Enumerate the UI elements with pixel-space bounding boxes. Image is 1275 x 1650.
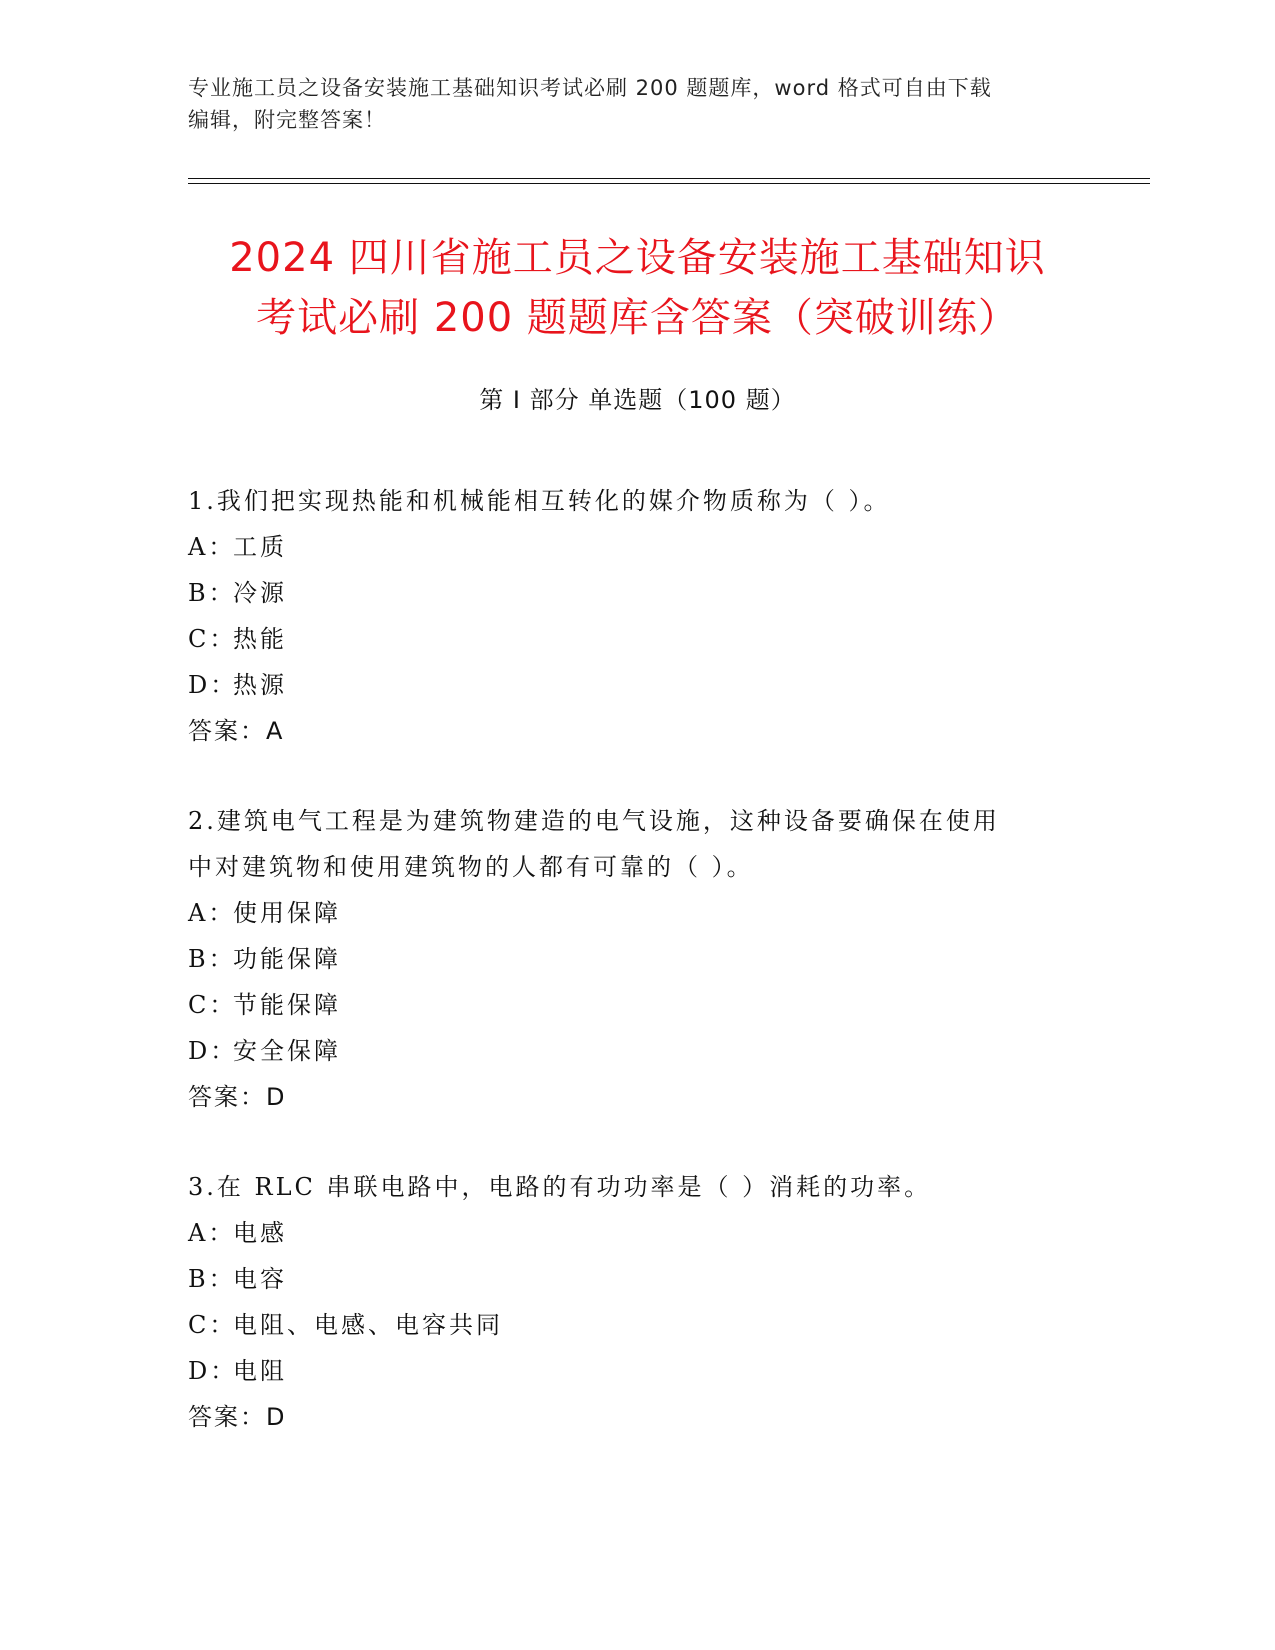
option-a [188,890,1078,936]
question-stem-line: 3.在 RLC 串联电路中，电路的有功功率是（ ）消耗的功率。 [188,1173,932,1201]
option-text: 电感 [233,1219,287,1247]
option-text: 电容 [233,1265,287,1293]
option-a [188,1210,1078,1256]
question-stem [188,1164,1078,1210]
option-key: B： [188,945,236,973]
question-stem-line: 1.我们把实现热能和机械能相互转化的媒介物质称为（ ）。 [188,487,891,515]
option-text: 安全保障 [233,1037,341,1065]
header-note-line-2: 编辑，附完整答案！ [188,108,386,132]
option-key: D： [188,671,238,699]
option-key: D： [188,1037,238,1065]
option-text: 热能 [233,625,287,653]
question-stem-line: 中对建筑物和使用建筑物的人都有可靠的（ ）。 [188,853,754,881]
option-text: 使用保障 [233,899,341,927]
option-a [188,524,1078,570]
option-c [188,616,1078,662]
option-key: D： [188,1357,238,1385]
option-d [188,1348,1078,1394]
document-title [150,228,1125,348]
question-list [188,478,1078,1484]
section-title: 第 I 部分 单选题（100 题） [479,386,796,414]
option-key: A： [188,899,236,927]
option-key: C： [188,1311,237,1339]
header-divider-bottom [188,183,1150,184]
answer-line: 答案：D [188,1403,287,1431]
option-key: A： [188,533,236,561]
option-text: 电阻 [233,1357,287,1385]
option-text: 功能保障 [233,945,341,973]
option-key: C： [188,625,237,653]
header-note-line-1: 专业施工员之设备安装施工基础知识考试必刷 200 题题库，word 格式可自由下载 [188,76,992,100]
option-b [188,936,1078,982]
option-c [188,1302,1078,1348]
question-item [188,798,1078,1120]
answer-line: 答案：D [188,1083,287,1111]
option-text: 工质 [233,533,287,561]
question-stem [188,798,1078,890]
option-text: 电阻、电感、电容共同 [233,1311,503,1339]
option-key: B： [188,579,236,607]
option-key: C： [188,991,237,1019]
header-divider-top [188,178,1150,179]
option-text: 节能保障 [233,991,341,1019]
option-text: 热源 [233,671,287,699]
question-item [188,478,1078,754]
option-d [188,1028,1078,1074]
question-stem [188,478,1078,524]
option-key: B： [188,1265,236,1293]
header-note [188,72,1088,136]
option-key: A： [188,1219,236,1247]
option-text: 冷源 [233,579,287,607]
option-b [188,570,1078,616]
document-title-line-1: 2024 四川省施工员之设备安装施工基础知识 [229,235,1046,281]
option-c [188,982,1078,1028]
option-b [188,1256,1078,1302]
option-d [188,662,1078,708]
question-stem-line: 2.建筑电气工程是为建筑物建造的电气设施，这种设备要确保在使用 [188,807,1000,835]
question-item [188,1164,1078,1440]
document-title-line-2: 考试必刷 200 题题库含答案（突破训练） [256,295,1019,341]
answer-line: 答案：A [188,717,285,745]
